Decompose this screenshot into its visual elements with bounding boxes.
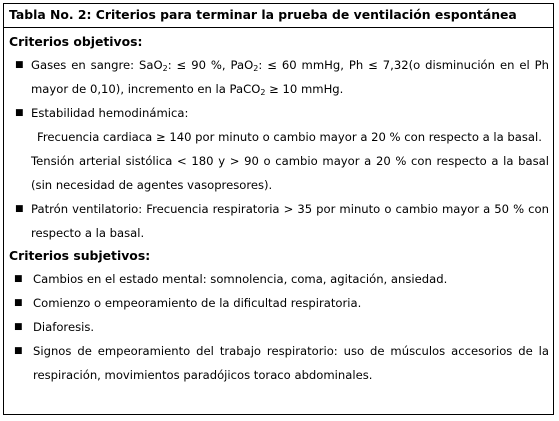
blood-gas-text: Gases en sangre: SaO$_2$: ≤ 90 %, PaO$_2$: ≤ 60 mmHg, Ph ≤ 7,32(o disminución en el Ph mayor de 0,10), incremento en la PaCO$_2$ ≥ 10 mmHg. (31, 58, 549, 97)
subjective-heading: Criterios subjetivos: (9, 248, 151, 263)
subscript: 2 (253, 64, 259, 73)
objective-heading: Criterios objetivos: (9, 34, 143, 49)
bullet-icon: ■ (14, 346, 23, 356)
bullet-icon: ■ (15, 204, 24, 214)
list-item-hemodynamic (9, 101, 549, 125)
list-item (9, 315, 549, 339)
ventilatory-text: Patrón ventilatorio: Frecuencia respiratoria > 35 por minuto o cambio mayor a 50 % con respecto a la basal. (31, 202, 549, 240)
list-item-blood-gas (9, 53, 549, 101)
table-body (4, 28, 553, 387)
list-item-text: Cambios en el estado mental: somnolencia, coma, agitación, ansiedad. (33, 272, 448, 286)
table-title: Tabla No. 2: Criterios para terminar la prueba de ventilación espontánea (4, 4, 553, 28)
list-item (9, 267, 549, 291)
bullet-icon: ■ (14, 298, 23, 308)
gas-text-part: : ≤ 90 %, PaO (167, 58, 254, 72)
bullet-icon: ■ (15, 108, 24, 118)
heart-rate-criterion: Frecuencia cardiaca ≥ 140 por minuto o cambio mayor a 20 % con respecto a la basal. (37, 130, 542, 144)
list-item-text: Comienzo o empeoramiento de la dificultad respiratoria. (33, 296, 362, 310)
bullet-icon: ■ (15, 60, 24, 70)
list-item-text: Diaforesis. (33, 320, 95, 334)
bullet-icon: ■ (14, 274, 23, 284)
list-item-text: Signos de empeoramiento del trabajo respiratorio: uso de músculos accesorios de la respiración, movimientos paradójicos toraco abdominales. (33, 344, 549, 382)
gas-text-part: ≥ 10 mmHg. (265, 82, 344, 96)
hemodynamic-label: Estabilidad hemodinámica: (31, 106, 189, 120)
gas-text-part: : ≤ 60 mmHg, Ph ≤ 7,32(o disminución en el Ph mayor de 0,10), incremento en la PaCO (31, 58, 549, 96)
blood-pressure-criterion: Tensión arterial sistólica < 180 y > 90 o cambio mayor a 20 % con respecto a la basal (sin necesidad de agentes vasopresores). (31, 154, 549, 192)
subjective-list (9, 267, 549, 387)
list-item (9, 291, 549, 315)
list-item-ventilatory (9, 197, 549, 245)
subscript: 2 (260, 88, 266, 97)
bullet-icon: ■ (14, 322, 23, 332)
list-item (9, 339, 549, 387)
criteria-table (3, 3, 554, 415)
